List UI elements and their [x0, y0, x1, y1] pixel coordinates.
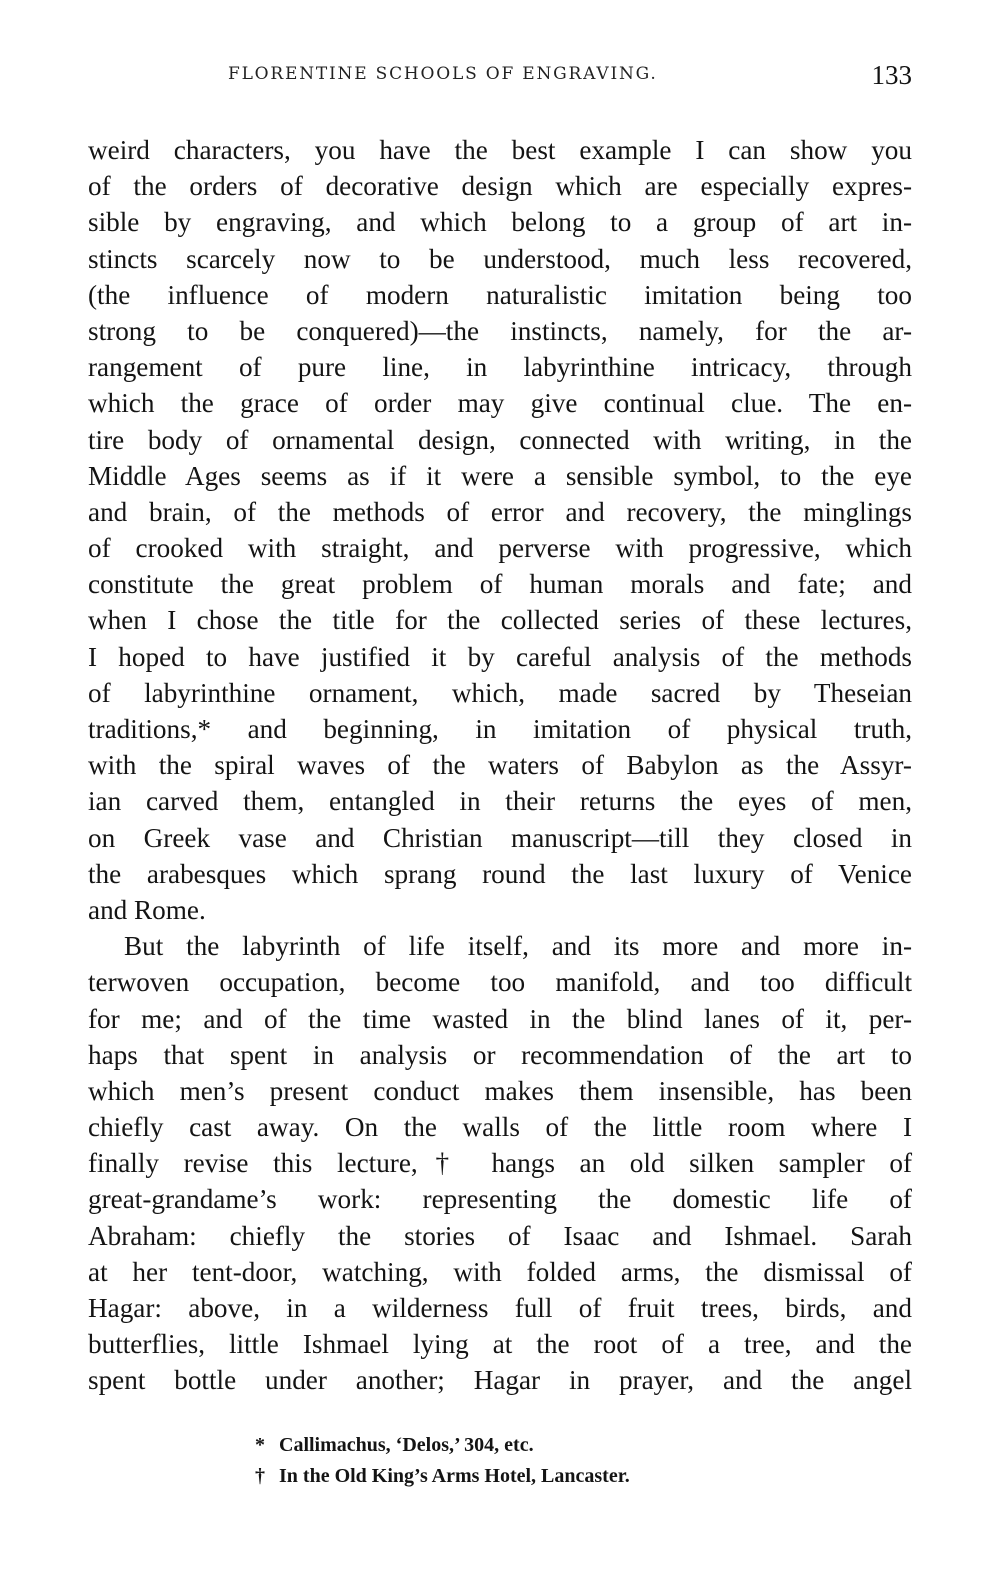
text-line: haps that spent in analysis or recommendation of the art to — [88, 1039, 912, 1070]
footnote-1 — [255, 1430, 815, 1461]
text-line: with the spiral waves of the waters of Babylon as the Assyr- — [88, 750, 912, 781]
text-line: butterflies, little Ishmael lying at the root of a tree, and the — [88, 1329, 912, 1360]
text-line: finally revise this lecture,† hangs an old silken sampler of — [88, 1148, 912, 1179]
footnote-2 — [255, 1461, 815, 1492]
text-line: tire body of ornamental design, connected with writing, in the — [88, 424, 912, 455]
footnote-mark: * — [255, 1434, 265, 1456]
page-number: 133 — [871, 60, 912, 90]
text-line: on Greek vase and Christian manuscript—till they closed in — [88, 822, 912, 853]
text-line: and brain, of the methods of error and recovery, the minglings — [88, 496, 912, 527]
text-line: at her tent-door, watching, with folded arms, the dismissal of — [88, 1256, 912, 1287]
text-line: great-grandame’s work: representing the domestic life of — [88, 1184, 912, 1215]
text-line: But the labyrinth of life itself, and its more and more in- — [124, 931, 912, 962]
text-line: sible by engraving, and which belong to a group of art in- — [88, 207, 912, 238]
text-line: constitute the great problem of human morals and fate; and — [88, 569, 912, 600]
text-line: of crooked with straight, and perverse with progressive, which — [88, 533, 912, 564]
text-line: ian carved them, entangled in their returns the eyes of men, — [88, 786, 912, 817]
text-line: of the orders of decorative design which are especially expres- — [88, 171, 912, 202]
text-line: Abraham: chiefly the stories of Isaac and Ishmael. Sarah — [88, 1220, 912, 1251]
text-line: traditions,* and beginning, in imitation of physical truth, — [88, 714, 912, 744]
text-line: and Rome. — [88, 894, 206, 925]
text-line: spent bottle under another; Hagar in prayer, and the angel — [88, 1365, 912, 1396]
text-line: when I chose the title for the collected series of these lectures, — [88, 605, 912, 636]
paragraph-1 — [88, 132, 912, 928]
footnote-text: Callimachus, ‘Delos,’ 304, etc. — [279, 1434, 534, 1456]
text-line: terwoven occupation, become too manifold, and too difficult — [88, 967, 912, 998]
text-line: the arabesques which sprang round the last luxury of Venice — [88, 858, 912, 889]
text-line: which men’s present conduct makes them insensible, has been — [88, 1075, 912, 1106]
text-line: Middle Ages seems as if it were a sensible symbol, to the eye — [88, 460, 912, 491]
text-line: Hagar: above, in a wilderness full of fruit trees, birds, and — [88, 1293, 912, 1323]
text-line: which the grace of order may give continual clue. The en- — [88, 388, 912, 419]
text-line: chiefly cast away. On the walls of the little room where I — [88, 1112, 912, 1143]
page-header — [88, 60, 912, 96]
text-line: strong to be conquered)—the instincts, namely, for the ar- — [88, 315, 912, 346]
text-line: of labyrinthine ornament, which, made sacred by Theseian — [88, 677, 912, 708]
paragraph-2 — [88, 928, 912, 1398]
running-head: FLORENTINE SCHOOLS OF ENGRAVING. — [228, 64, 658, 84]
footnote-text: In the Old King’s Arms Hotel, Lancaster. — [279, 1465, 630, 1487]
text-line: I hoped to have justified it by careful analysis of the methods — [88, 641, 912, 672]
text-line: rangement of pure line, in labyrinthine intricacy, through — [88, 352, 912, 383]
text-line: weird characters, you have the best example I can show you — [88, 135, 912, 165]
text-line: for me; and of the time wasted in the blind lanes of it, per- — [88, 1003, 912, 1034]
text-line: stincts scarcely now to be understood, much less recovered, — [88, 243, 912, 274]
body-text — [88, 132, 912, 1399]
footnote-mark: † — [255, 1465, 265, 1487]
text-line: (the influence of modern naturalistic imitation being too — [88, 279, 912, 310]
footnotes — [255, 1430, 815, 1492]
